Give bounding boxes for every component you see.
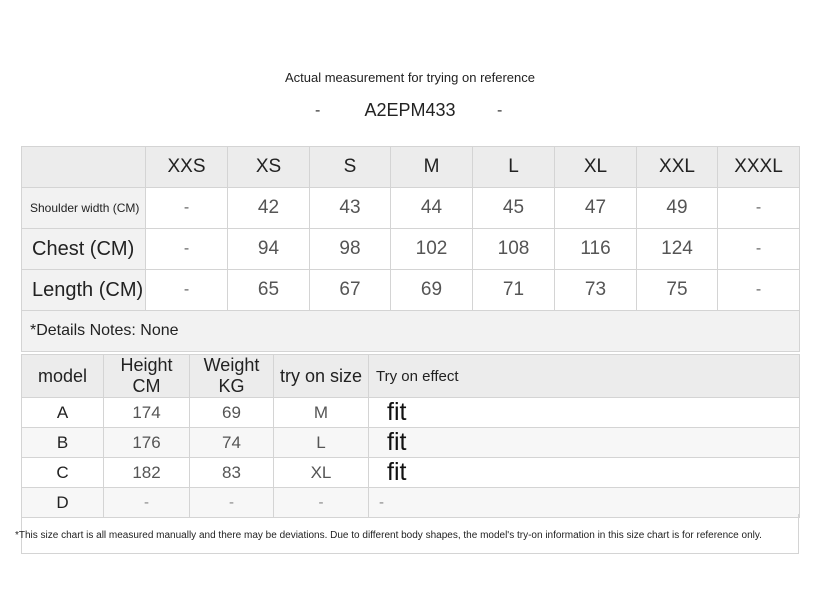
size-header: L <box>473 147 555 188</box>
dash-left: - <box>315 102 321 119</box>
model-name: B <box>22 428 104 458</box>
model-effect: fit <box>369 428 800 458</box>
size-header: M <box>391 147 473 188</box>
size-header: XXL <box>637 147 718 188</box>
product-code: A2EPM433 <box>364 100 456 120</box>
col-header-model: model <box>22 355 104 398</box>
size-table <box>21 146 800 352</box>
size-header: XL <box>555 147 637 188</box>
model-effect: - <box>369 488 800 518</box>
model-weight: 74 <box>190 428 274 458</box>
col-header-effect: Try on effect <box>369 355 800 398</box>
size-header: XXXL <box>718 147 800 188</box>
table-row <box>22 270 800 311</box>
size-header: S <box>310 147 391 188</box>
row-label-length: Length (CM) <box>22 270 146 311</box>
size-header: XXS <box>146 147 228 188</box>
table-row <box>22 428 800 458</box>
table-cell: 43 <box>310 188 391 229</box>
model-size: - <box>274 488 369 518</box>
col-header-weight: Weight KG <box>190 355 274 398</box>
table-cell: - <box>718 188 800 229</box>
model-effect: fit <box>369 398 800 428</box>
table-cell: 42 <box>228 188 310 229</box>
table-cell: 71 <box>473 270 555 311</box>
model-height: 182 <box>104 458 190 488</box>
corner-cell <box>22 147 146 188</box>
model-table <box>21 354 800 518</box>
model-weight: - <box>190 488 274 518</box>
model-height: - <box>104 488 190 518</box>
table-row <box>22 398 800 428</box>
model-weight: 69 <box>190 398 274 428</box>
model-header-row <box>22 355 800 398</box>
table-cell: 98 <box>310 229 391 270</box>
footnote-box <box>15 514 799 554</box>
dash-right: - <box>497 102 503 119</box>
table-cell: 45 <box>473 188 555 229</box>
table-cell: 69 <box>391 270 473 311</box>
col-header-size: try on size <box>274 355 369 398</box>
size-header-row <box>22 147 800 188</box>
table-row <box>22 188 800 229</box>
row-label-shoulder: Shoulder width (CM) <box>22 188 146 229</box>
page-title: Actual measurement for trying on reference <box>284 70 535 85</box>
table-cell: 75 <box>637 270 718 311</box>
product-code-row <box>0 100 820 126</box>
table-cell: 47 <box>555 188 637 229</box>
table-cell: 116 <box>555 229 637 270</box>
table-cell: 67 <box>310 270 391 311</box>
table-cell: 108 <box>473 229 555 270</box>
model-name: A <box>22 398 104 428</box>
table-cell: 44 <box>391 188 473 229</box>
model-name: C <box>22 458 104 488</box>
model-height: 176 <box>104 428 190 458</box>
size-header: XS <box>228 147 310 188</box>
model-effect: fit <box>369 458 800 488</box>
notes-row <box>22 311 800 352</box>
table-cell: - <box>146 270 228 311</box>
table-row <box>22 229 800 270</box>
table-cell: 65 <box>228 270 310 311</box>
col-header-height: Height CM <box>104 355 190 398</box>
table-cell: - <box>146 188 228 229</box>
table-row <box>22 458 800 488</box>
details-notes: *Details Notes: None <box>22 311 800 352</box>
table-row <box>22 488 800 518</box>
model-size: M <box>274 398 369 428</box>
model-weight: 83 <box>190 458 274 488</box>
table-cell: 73 <box>555 270 637 311</box>
table-cell: 94 <box>228 229 310 270</box>
table-cell: - <box>718 270 800 311</box>
row-label-chest: Chest (CM) <box>22 229 146 270</box>
table-cell: 102 <box>391 229 473 270</box>
model-size: XL <box>274 458 369 488</box>
model-height: 174 <box>104 398 190 428</box>
model-size: L <box>274 428 369 458</box>
table-cell: 124 <box>637 229 718 270</box>
table-cell: 49 <box>637 188 718 229</box>
model-name: D <box>22 488 104 518</box>
table-cell: - <box>146 229 228 270</box>
footnote-text: *This size chart is all measured manually and there may be deviations. Due to different body shapes, the model's try-on information in this size chart is for reference only. <box>15 530 762 541</box>
table-cell: - <box>718 229 800 270</box>
